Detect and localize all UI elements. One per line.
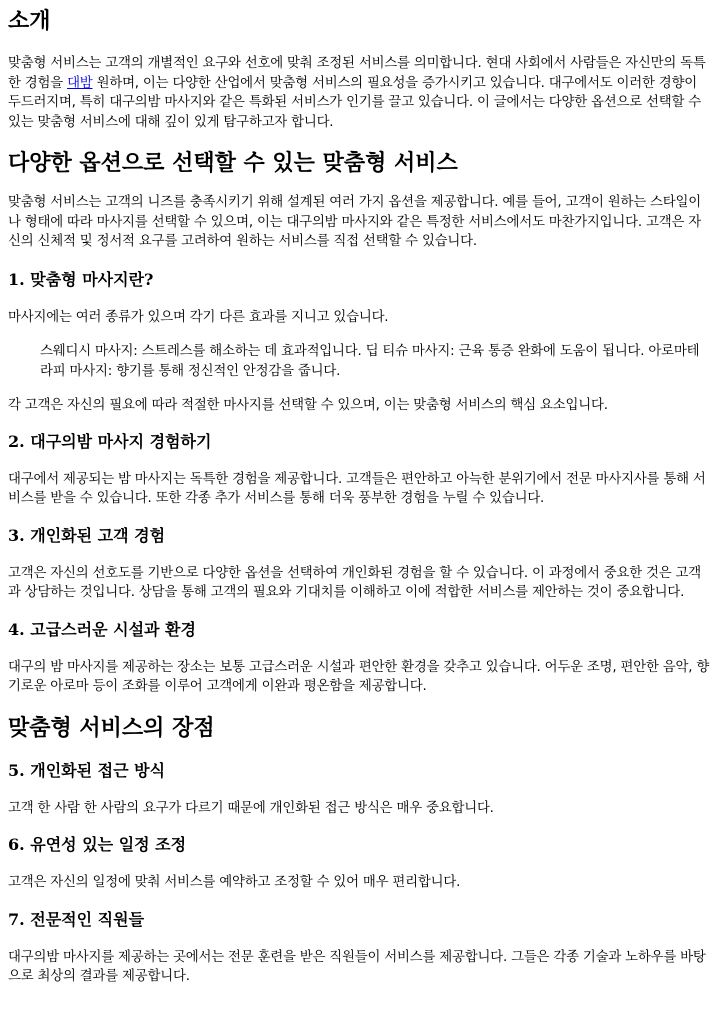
subheading-premium-facilities: 4. 고급스러운 시설과 환경 [8, 619, 196, 639]
section-heading-intro: 소개 [8, 9, 51, 34]
article [0, 7, 720, 987]
personalized-approach-paragraph: 고객 한 사람 한 사람의 요구가 다르기 때문에 개인화된 접근 방식은 매우 중요합니다. [8, 800, 494, 816]
intro-text-before-link: 맞춤형 서비스는 고객의 개별적인 요구와 선호에 맞춰 조정된 서비스를 의미합니다. 현대 사회에서 사람들은 자신만의 독특한 경험을 [8, 56, 706, 91]
custom-massage-paragraph: 마사지에는 여러 종류가 있으며 각기 다른 효과를 지니고 있습니다. [8, 309, 389, 325]
options-paragraph: 맞춤형 서비스는 고객의 니즈를 충족시키기 위해 설계된 여러 가지 옵션을 제공합니다. 예를 들어, 고객이 원하는 스타일이나 형태에 따라 마사지를 선택할 수 있으며, 이는 대구의밤 마사지와 같은 특정한 서비스에서도 마찬가지입니다. 고객은 자신의 신체적 및 정서적 요구를 고려하여 원하는 서비스를 직접 선택할 수 있습니다. [8, 195, 701, 249]
subheading-daegu-night-massage: 2. 대구의밤 마사지 경험하기 [8, 431, 212, 451]
professional-staff-paragraph: 대구의밤 마사지를 제공하는 곳에서는 전문 훈련을 받은 직원들이 서비스를 제공합니다. 그들은 각종 기술과 노하우를 바탕으로 최상의 결과를 제공합니다. [8, 949, 706, 984]
subheading-personalized-experience: 3. 개인화된 고객 경험 [8, 525, 166, 545]
premium-facilities-paragraph: 대구의 밤 마사지를 제공하는 장소는 보통 고급스러운 시설과 편안한 환경을 갖추고 있습니다. 어두운 조명, 편안한 음악, 향기로운 아로마 등이 조화를 이루어 고객에게 이완과 평온함을 제공합니다. [8, 659, 710, 694]
section-heading-benefits: 맞춤형 서비스의 장점 [8, 715, 215, 741]
daebam-link[interactable]: 대밤 [67, 75, 93, 91]
flexible-schedule-paragraph: 고객은 자신의 일정에 맞춰 서비스를 예약하고 조정할 수 있어 매우 편리합니다. [8, 875, 461, 890]
subheading-personalized-approach: 5. 개인화된 접근 방식 [8, 760, 166, 780]
personalized-experience-paragraph: 고객은 자신의 선호도를 기반으로 다양한 옵션을 선택하여 개인화된 경험을 할 수 있습니다. 이 과정에서 중요한 것은 고객과 상담하는 것입니다. 상담을 통해 고객의 필요와 기대치를 이해하고 이에 적합한 서비스를 제안하는 것이 중요합니다. [8, 565, 701, 600]
intro-paragraph [8, 54, 712, 132]
subheading-flexible-schedule: 6. 유연성 있는 일정 조정 [8, 835, 187, 854]
subheading-custom-massage: 1. 맞춤형 마사지란? [8, 269, 154, 289]
intro-text-after-link: 원하며, 이는 다양한 산업에서 맞춤형 서비스의 필요성을 증가시키고 있습니다. 대구에서도 이러한 경향이 두드러지며, 특히 대구의밤 마사지와 같은 특화된 서비스가 인기를 끌고 있습니다. 이 글에서는 다양한 옵션으로 선택할 수 있는 맞춤형 서비스에 대해 깊이 있게 탐구하고자 합니다. [8, 75, 701, 130]
massage-types-list: 스웨디시 마사지: 스트레스를 해소하는 데 효과적입니다. 딥 티슈 마사지: 근육 통증 완화에 도움이 됩니다. 아로마테라피 마사지: 향기를 통해 정신적인 안정감을 줍니다. [40, 344, 700, 379]
section-heading-options: 다양한 옵션으로 선택할 수 있는 맞춤형 서비스 [8, 151, 458, 176]
subheading-professional-staff: 7. 전문적인 직원들 [8, 909, 145, 929]
custom-massage-summary: 각 고객은 자신의 필요에 따라 적절한 마사지를 선택할 수 있으며, 이는 맞춤형 서비스의 핵심 요소입니다. [8, 398, 608, 413]
daegu-night-massage-paragraph: 대구에서 제공되는 밤 마사지는 독특한 경험을 제공합니다. 고객들은 편안하고 아늑한 분위기에서 전문 마사지사를 통해 서비스를 받을 수 있습니다. 또한 각종 추가 서비스를 통해 더욱 풍부한 경험을 누릴 수 있습니다. [8, 471, 706, 506]
